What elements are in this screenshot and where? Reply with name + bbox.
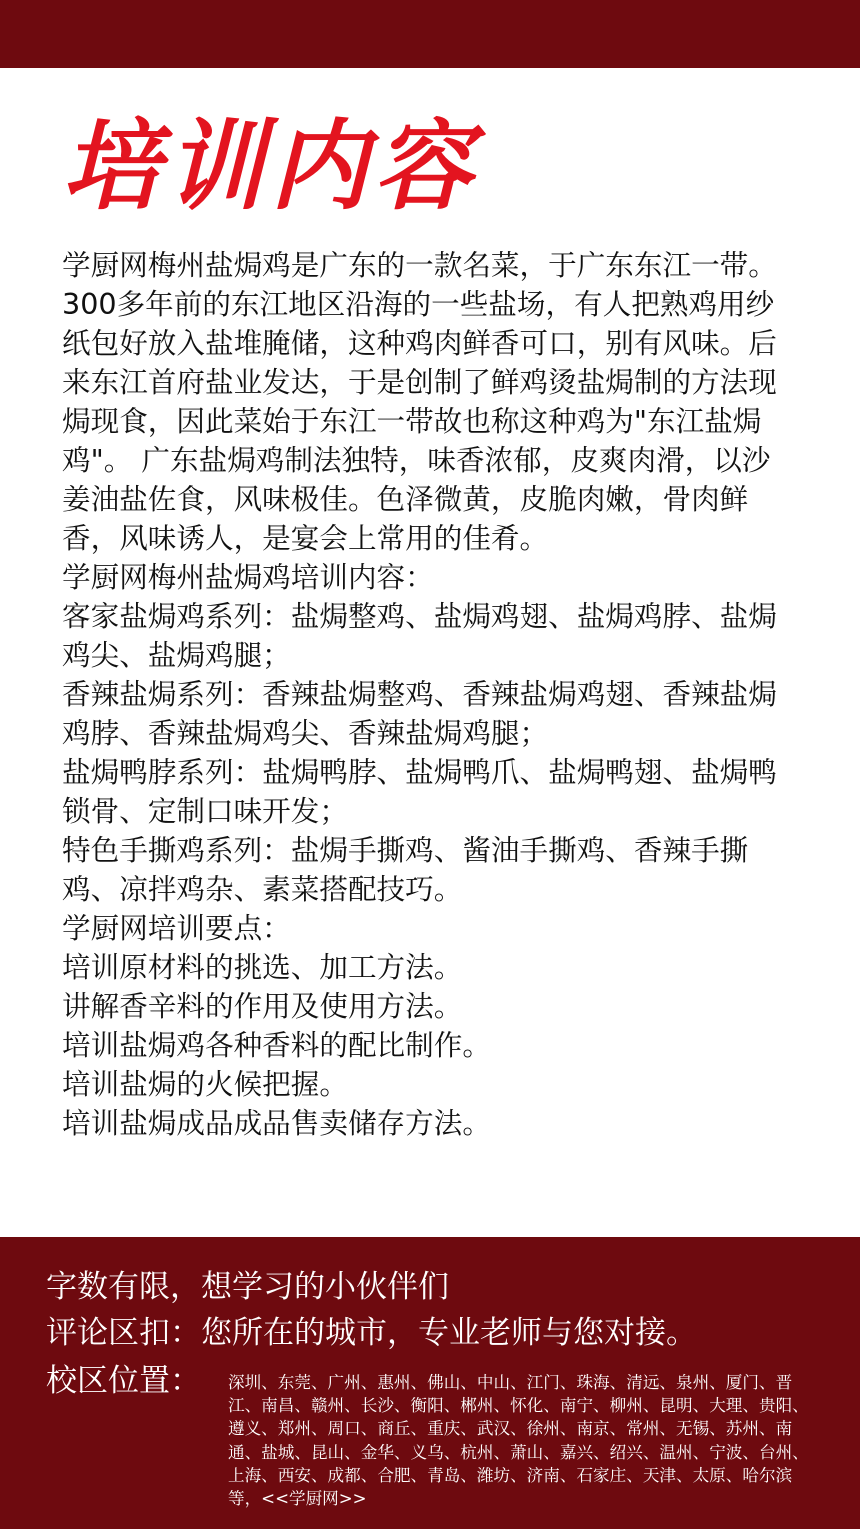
campus-label: 校区位置： xyxy=(46,1363,201,1399)
intro-paragraph: 学厨网梅州盐焗鸡是广东的一款名菜，于广东东江一带。300多年前的东江地区沿海的一些盐场，有人把熟鸡用纱纸包好放入盐堆腌储，这种鸡肉鲜香可口，别有风味。后来东江首府盐业发达，于是创制了鲜鸡烫盐焗制的方法现焗现食，因此菜始于东江一带故也称这种鸡为"东江盐焗鸡"。 广东盐焗鸡制法独特，味香浓郁，皮爽肉滑，以沙姜油盐佐食，风味极佳。色泽微黄，皮脆肉嫩，骨肉鲜香，风味诱人，是宴会上常用的佳肴。 xyxy=(62,248,777,555)
course-series-item: 客家盐焗鸡系列：盐焗整鸡、盐焗鸡翅、盐焗鸡脖、盐焗鸡尖、盐焗鸡腿； xyxy=(62,599,777,672)
points-item: 讲解香辛料的作用及使用方法。 xyxy=(62,989,463,1023)
course-series-item: 特色手撕鸡系列：盐焗手撕鸡、酱油手撕鸡、香辣手撕鸡、凉拌鸡杂、素菜搭配技巧。 xyxy=(62,833,749,906)
course-heading: 学厨网梅州盐焗鸡培训内容： xyxy=(62,560,434,594)
points-item: 培训盐焗的火候把握。 xyxy=(62,1067,348,1101)
points-item: 培训盐焗鸡各种香料的配比制作。 xyxy=(62,1028,491,1062)
points-item: 培训原材料的挑选、加工方法。 xyxy=(62,950,463,984)
footer-cta-line: 字数有限，想学习的小伙伴们 xyxy=(46,1269,449,1305)
footer-banner xyxy=(0,1237,860,1529)
footer-cta-line: 评论区扣：您所在的城市，专业老师与您对接。 xyxy=(46,1315,697,1351)
content-body xyxy=(62,246,792,1143)
campus-list: 深圳、东莞、广州、惠州、佛山、中山、江门、珠海、清远、泉州、厦门、晋江、南昌、赣州、长沙、衡阳、郴州、怀化、南宁、柳州、昆明、大理、贵阳、遵义、郑州、周口、商丘、重庆、武汉、徐州、南京、常州、无锡、苏州、南通、盐城、昆山、金华、义乌、杭州、萧山、嘉兴、绍兴、温州、宁波、台州、上海、西安、成都、合肥、青岛、潍坊、济南、石家庄、天津、太原、哈尔滨等，<<学厨网>> xyxy=(228,1373,809,1509)
points-item: 培训盐焗成品成品售卖储存方法。 xyxy=(62,1106,491,1140)
points-heading: 学厨网培训要点： xyxy=(62,911,291,945)
course-series-item: 盐焗鸭脖系列：盐焗鸭脖、盐焗鸭爪、盐焗鸭翅、盐焗鸭锁骨、定制口味开发； xyxy=(62,755,777,828)
course-series-item: 香辣盐焗系列：香辣盐焗整鸡、香辣盐焗鸡翅、香辣盐焗鸡脖、香辣盐焗鸡尖、香辣盐焗鸡腿； xyxy=(62,677,777,750)
page-title: 培训内容 xyxy=(62,110,479,224)
top-banner xyxy=(0,0,860,68)
